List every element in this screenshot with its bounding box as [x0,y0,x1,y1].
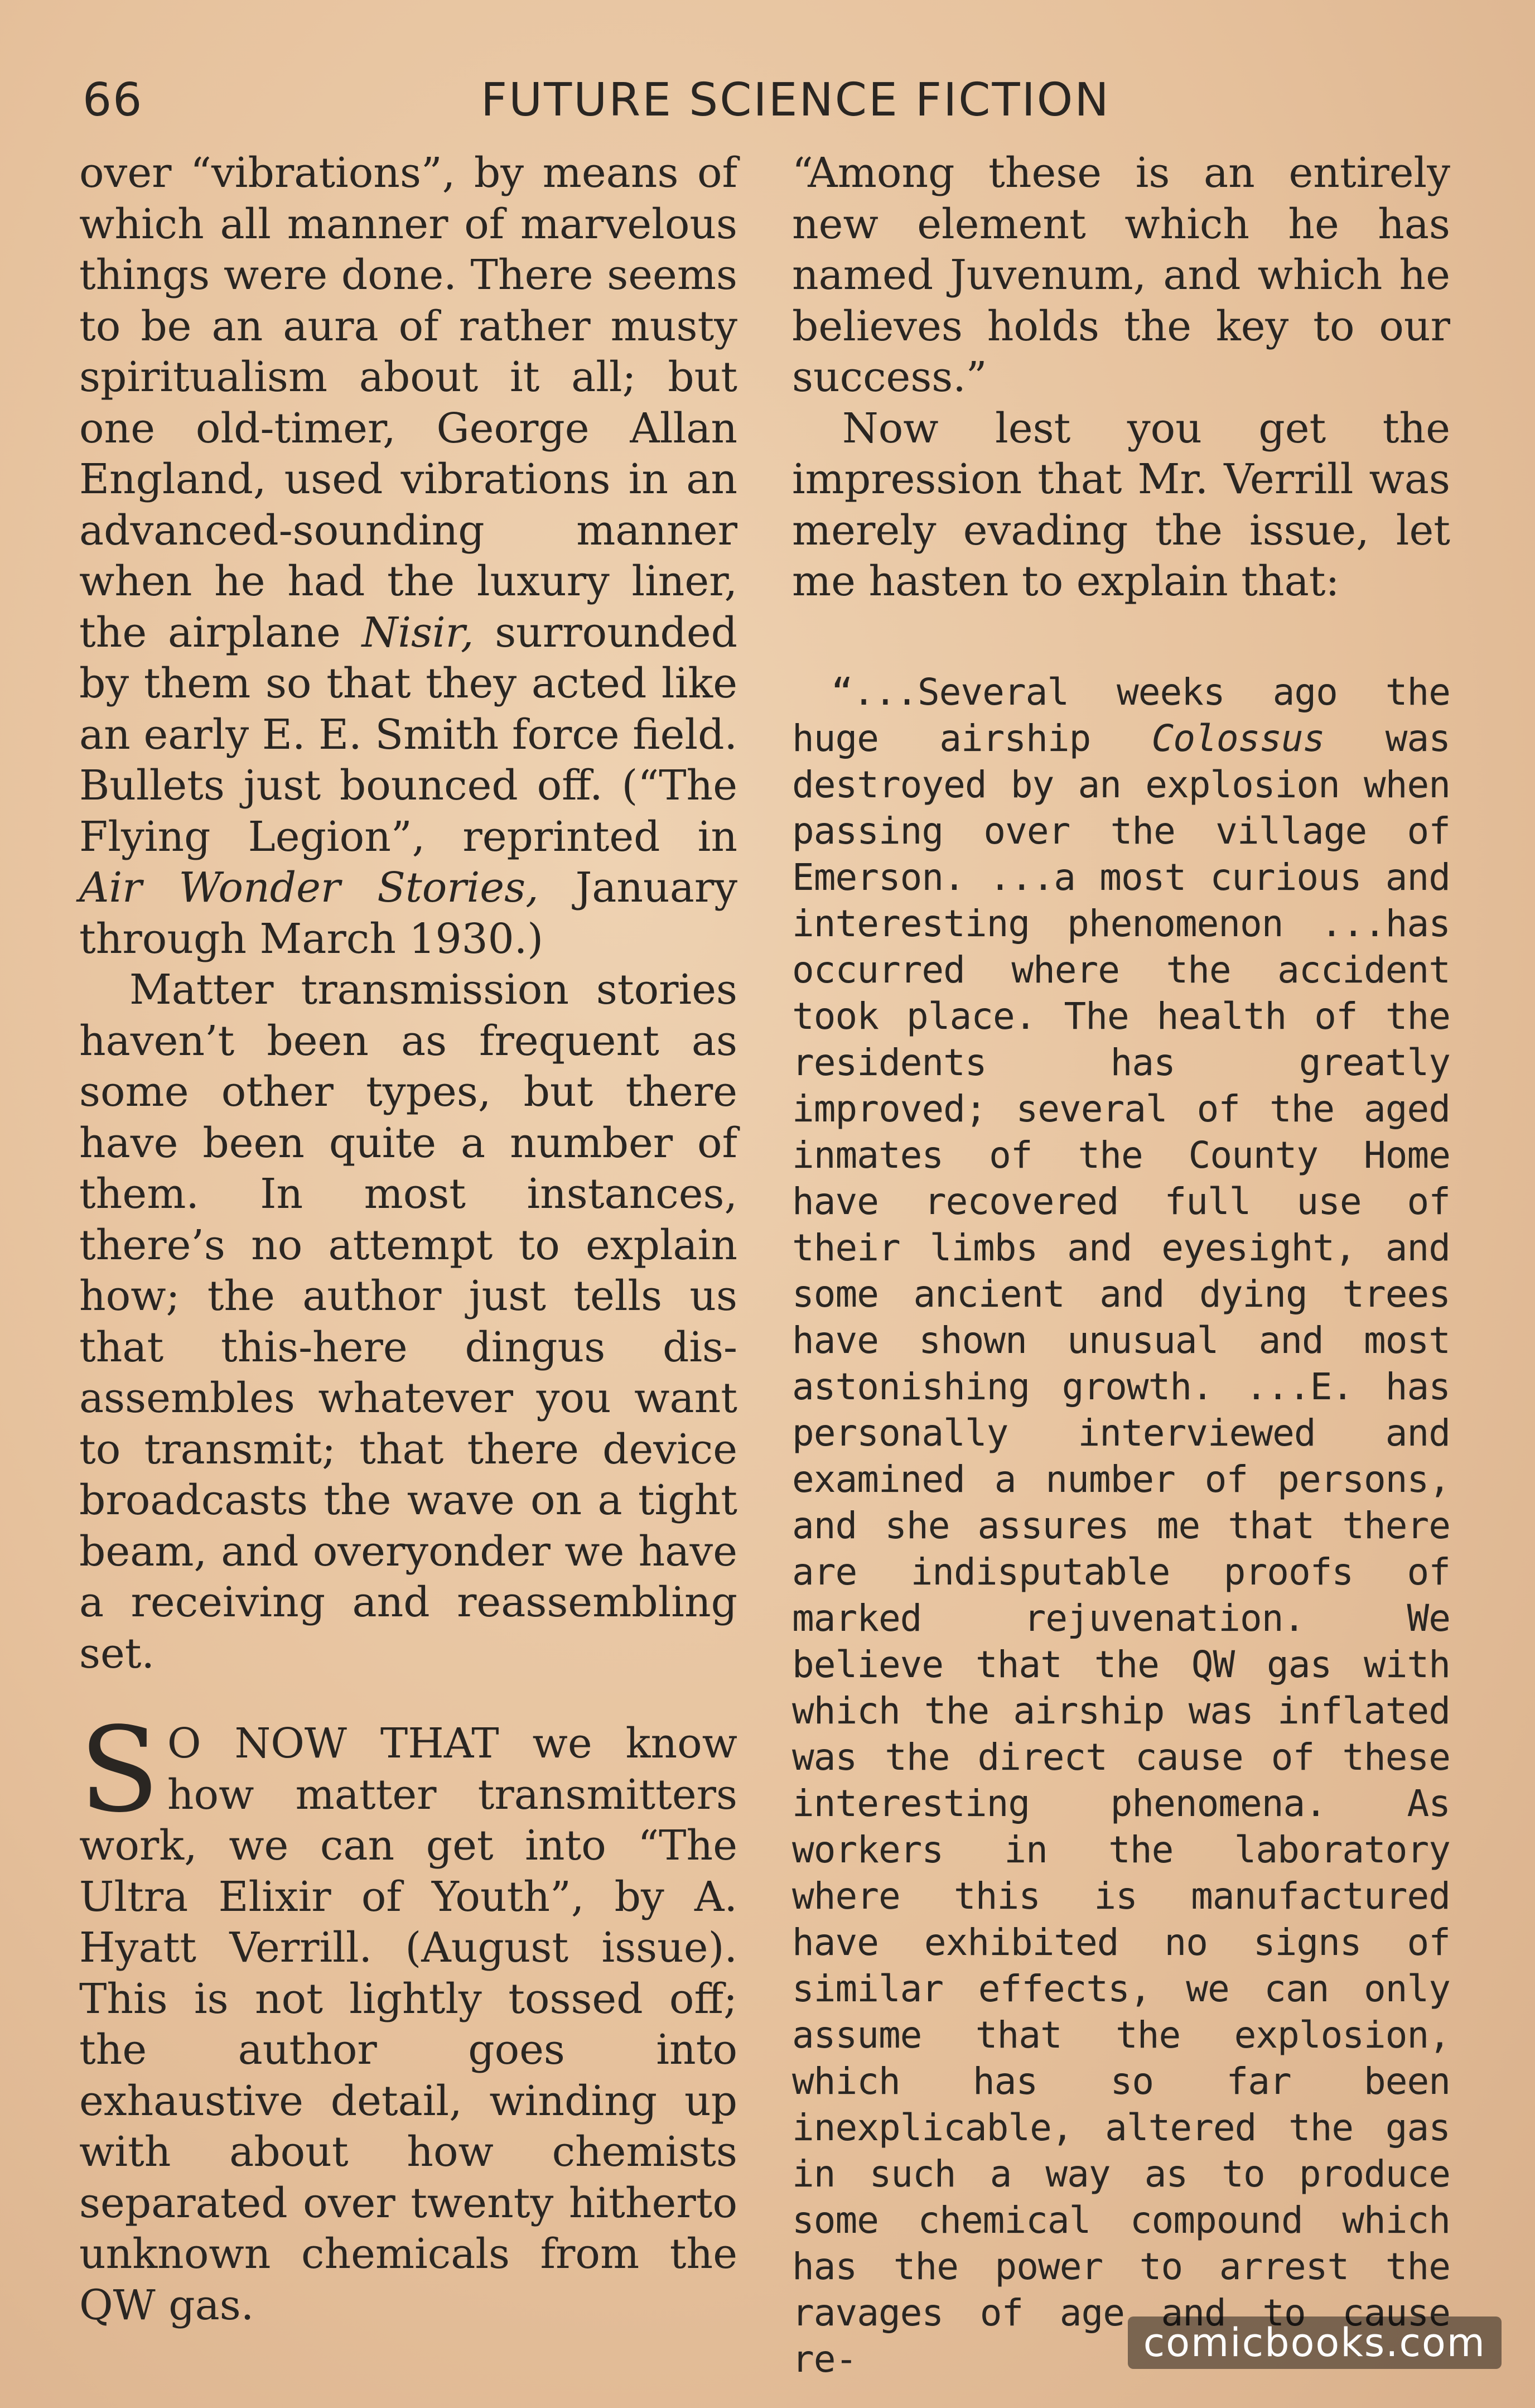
quote-italic-airship: Colossus [1151,716,1325,760]
left-column [79,148,737,2331]
right-paragraph-2: Now lest you get the impression that Mr. Verrill was merely evading the issue, let me hasten to explain that: [792,404,1450,605]
page-header [0,67,1535,134]
left-paragraph-2: Matter transmission stories haven’t been as frequent as some other types, but there have been quite a number of them. In most instances, there’s no attempt to explain how; the author just tells us that this-here dingus dis-assembles whatever you want to transmit; that there device broadcasts the wave on a tight beam, and overyonder we have a receiving and reassembling set. [79,966,737,1678]
left-p3-text: O NOW THAT we know how matter transmitters work, we can get into “The Ultra Elixir of Youth”, by A. Hyatt Verrill. (August issue). This is not lightly tossed off; the author goes into exhaustive detail, winding up with about how chemists separated over twenty hitherto unknown chemicals from the QW gas. [79,1720,737,2329]
quote-text-a: “...Several weeks ago the huge airship [792,670,1450,760]
left-paragraph-1 [79,148,737,965]
right-column [792,148,1450,2382]
left-p1-text-b: surrounded by them so that they acted like an early E. E. Smith force field. Bullets just bounced off. (“The Flying Legion”, reprinted in [79,608,737,861]
block-quote [792,669,1450,2382]
left-p1-italic-magazine: Air Wonder Stories, [79,864,539,912]
running-head: FUTURE SCIENCE FICTION [481,74,1111,127]
right-paragraph-1: “Among these is an entirely new element which he has named Juvenum, and which he believes holds the key to our success.” [792,149,1450,401]
watermark: comicbooks.com [1128,2317,1502,2369]
left-p1-text-c: January through March 1930.) [79,864,737,963]
quote-text-b: was destroyed by an explosion when passing over the village of Emerson. ...a most curious and interesting phenomenon ...has occurred where the accident took place. The health of the residents has greatly improved; several of the aged inmates of the County Home have recovered full use of their limbs and eyesight, and some ancient and dying trees have shown unusual and most astonishing growth. ...E. has personally interviewed and examined a number of persons, and she assures me that there are indisputable proofs of marked rejuvenation. We believe that the QW gas with which the airship was inflated was the direct cause of these interesting phenomena. As workers in the laboratory where this is manufactured have exhibited no signs of similar effects, we can only assume that the explosion, which has so far been inexplicable, altered the gas in such a way as to produce some chemical compound which has the power to arrest the ravages of age and to cause re- [792,716,1450,2381]
left-p1-text: over “vibrations”, by means of which all manner of marvelous things were done. There seems to be an aura of rather musty spiritualism about it all; but one old-timer, George Allan England, used vibrations in an advanced-sounding manner when he had the luxury liner, the airplane [79,149,737,657]
left-p1-italic-title: Nisir, [361,608,474,657]
drop-cap: S [79,1702,160,1838]
left-paragraph-3 [79,1702,737,2331]
page-number: 66 [83,74,143,127]
